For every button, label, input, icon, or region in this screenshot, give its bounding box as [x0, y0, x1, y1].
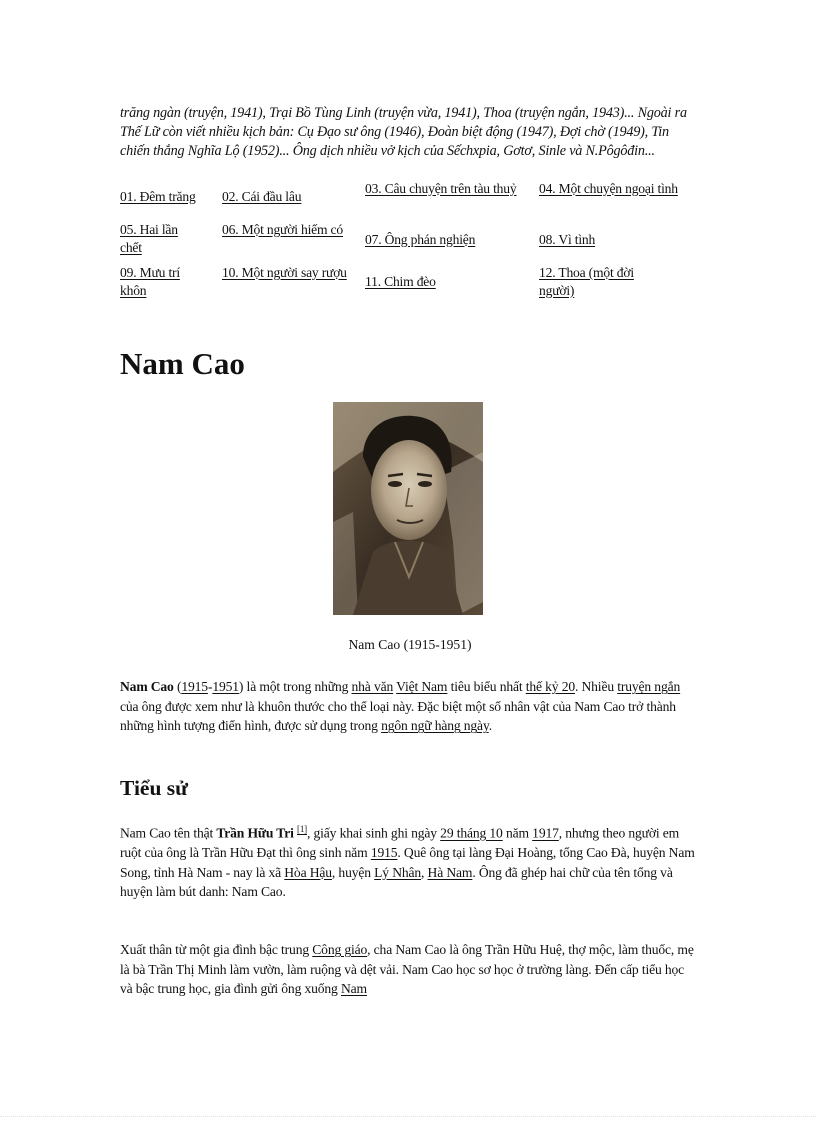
- bio-text: , huyện: [331, 864, 375, 880]
- link-cong-giao[interactable]: Công giáo: [312, 942, 368, 957]
- link-1915[interactable]: 1915: [181, 679, 208, 694]
- lead-paragraph: Nam Cao (1915-1951) là một trong những nhà văn Việt Nam tiêu biểu nhất thế kỷ 20. Nhiều truyện ngắn của ông được xem như là khuôn thước cho thể loại này. Đặc biệt một số nhân vật của Nam Cao trở thành những hình tượng điển hình, được sử dụng trong ngôn ngữ hàng ngày.: [120, 679, 681, 734]
- link-truyen-ngan[interactable]: truyện ngắn: [617, 679, 681, 694]
- link-viet-nam[interactable]: Việt Nam: [396, 679, 448, 694]
- bio-text: ,: [421, 864, 428, 880]
- footnote-link[interactable]: [1]: [296, 824, 308, 834]
- link-1917[interactable]: 1917: [532, 825, 559, 841]
- page-title: Nam Cao: [120, 346, 245, 381]
- bio-paragraph-1: [120, 820, 698, 902]
- bio-text: . Ông đã ghép hai chữ của tên tổng và huyện làm bút danh: Nam Cao.: [120, 864, 673, 900]
- lead-text: . Nhiều: [575, 679, 618, 694]
- lead-text: của ông được xem như là khuôn thước cho thể loại này. Đặc biệt một số nhân vật của Nam Cao trở thành những hình tượng điển hình, được sử dụng trong: [120, 698, 676, 734]
- lead-text: tiêu biểu nhất: [447, 679, 526, 694]
- story-links-table: [120, 180, 700, 304]
- document-page: [120, 104, 700, 997]
- story-link-01[interactable]: 01. Đêm trăng: [120, 188, 196, 204]
- bio-text: , cha Nam Cao là ông Trần Hữu Huệ, thợ mộc, làm thuốc, mẹ là bà Trần Thị Minh làm vườn, làm ruộng và dệt vải. Nam Cao học sơ học ở trường làng. Đến cấp tiểu học và bậc trung học, gia đình gửi ông xuống: [120, 942, 694, 997]
- bio-text: Xuất thân từ một gia đình bậc trung: [120, 942, 313, 957]
- bio-text: . Quê ông tại làng Đại Hoàng, tổng Cao Đà, huyện Nam Song, tỉnh Hà Nam - nay là xã: [120, 845, 695, 880]
- link-ly-nhan[interactable]: Lý Nhân: [374, 864, 422, 880]
- story-link-11[interactable]: 11. Chim đèo: [365, 273, 436, 289]
- portrait-photo: [333, 402, 483, 615]
- story-link-07[interactable]: 07. Ông phán nghiện: [365, 231, 476, 247]
- link-1915-bio[interactable]: 1915: [370, 845, 398, 861]
- story-link-03[interactable]: 03. Câu chuyện trên tàu thuỷ: [365, 180, 517, 196]
- bio-text: Nam Cao tên thật: [120, 825, 217, 841]
- image-caption: Nam Cao (1915-1951): [348, 637, 472, 652]
- link-ngon-ngu-hang-ngay[interactable]: ngôn ngữ hàng ngày: [381, 718, 489, 734]
- bio-text: năm: [502, 825, 533, 841]
- link-ha-nam[interactable]: Hà Nam: [427, 864, 473, 880]
- story-link-06[interactable]: 06. Một người hiếm có: [222, 221, 343, 237]
- story-link-02[interactable]: 02. Cái đầu lâu: [222, 188, 302, 204]
- intro-paragraph: trăng ngàn (truyện, 1941), Trại Bồ Tùng Linh (truyện vừa, 1941), Thoa (truyện ngắn, 1943)... Ngoài ra Thế Lữ còn viết nhiều kịch bản: Cụ Đạo sư ông (1946), Đoàn biệt động (1947), Đợi chờ (1949), Tin chiến thắng Nghĩa Lộ (1952)... Ông dịch nhiều vở kịch của Sếchxpia, Gơtơ, Sinle và N.Pôgôđin...: [120, 105, 687, 160]
- story-link-09[interactable]: 09. Mưu trí khôn: [120, 264, 180, 298]
- link-nha-van[interactable]: nhà văn: [351, 679, 394, 694]
- story-link-04[interactable]: 04. Một chuyện ngoại tình: [539, 180, 678, 196]
- story-link-12[interactable]: 12. Thoa (một đời người): [539, 264, 634, 298]
- bio-paragraph-2: [120, 940, 698, 999]
- real-name: Trần Hữu Tri: [216, 825, 294, 841]
- lead-text: .: [488, 718, 492, 734]
- bio-text: , nhưng theo người em ruột của ông là Trần Hữu Đạt thì ông sinh năm: [120, 825, 680, 861]
- lead-text: là một trong những: [243, 679, 352, 694]
- link-hoa-hau[interactable]: Hòa Hậu: [284, 864, 332, 880]
- bio-text: , giấy khai sinh ghi ngày: [307, 825, 441, 841]
- link-the-ky-20[interactable]: thế kỷ 20: [525, 679, 575, 694]
- link-nam[interactable]: Nam: [340, 981, 367, 997]
- story-link-08[interactable]: 08. Vì tình: [539, 231, 596, 247]
- link-29-thang-10[interactable]: 29 tháng 10: [440, 825, 503, 841]
- page-bottom-divider: [0, 1116, 816, 1117]
- story-link-05[interactable]: 05. Hai lần chết: [120, 221, 178, 255]
- lead-name: Nam Cao: [120, 679, 174, 694]
- link-1951[interactable]: 1951: [212, 679, 239, 694]
- story-link-10[interactable]: 10. Một người say rượu: [222, 264, 347, 280]
- section-heading-tieu-su: Tiểu sử: [120, 776, 189, 800]
